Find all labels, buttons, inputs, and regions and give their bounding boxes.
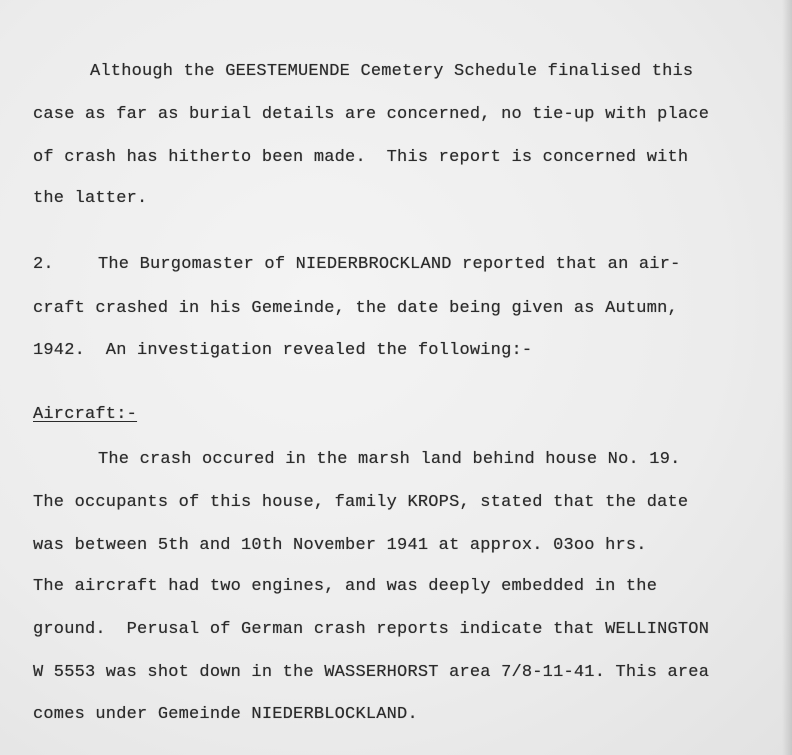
paragraph-1-line-1: Although the GEESTEMUENDE Cemetery Schedule finalised this — [90, 62, 694, 81]
paragraph-1-line-2: case as far as burial details are concerned, no tie-up with place — [33, 105, 710, 124]
section-line-5: ground. Perusal of German crash reports indicate that WELLINGTON — [33, 620, 710, 639]
paragraph-2-line-3: 1942. An investigation revealed the following:- — [33, 341, 533, 360]
section-line-1: The crash occured in the marsh land behind house No. 19. — [98, 450, 681, 469]
section-line-3: was between 5th and 10th November 1941 at approx. 03oo hrs. — [33, 536, 647, 555]
section-heading-aircraft: Aircraft:- — [33, 405, 138, 424]
paragraph-2-line-2: craft crashed in his Gemeinde, the date being given as Autumn, — [33, 299, 678, 318]
paragraph-2-number: 2. — [33, 255, 54, 274]
section-line-2: The occupants of this house, family KROPS, stated that the date — [33, 493, 689, 512]
page-edge-shadow — [782, 0, 792, 755]
section-line-6: W 5553 was shot down in the WASSERHORST area 7/8-11-41. This area — [33, 663, 710, 682]
paragraph-1-line-4: the latter. — [33, 189, 148, 208]
section-line-4: The aircraft had two engines, and was deeply embedded in the — [33, 577, 658, 596]
section-line-7: comes under Gemeinde NIEDERBLOCKLAND. — [33, 705, 418, 724]
paragraph-2-line-1: The Burgomaster of NIEDERBROCKLAND reported that an air- — [98, 255, 681, 274]
paragraph-1-line-3: of crash has hitherto been made. This report is concerned with — [33, 148, 689, 167]
